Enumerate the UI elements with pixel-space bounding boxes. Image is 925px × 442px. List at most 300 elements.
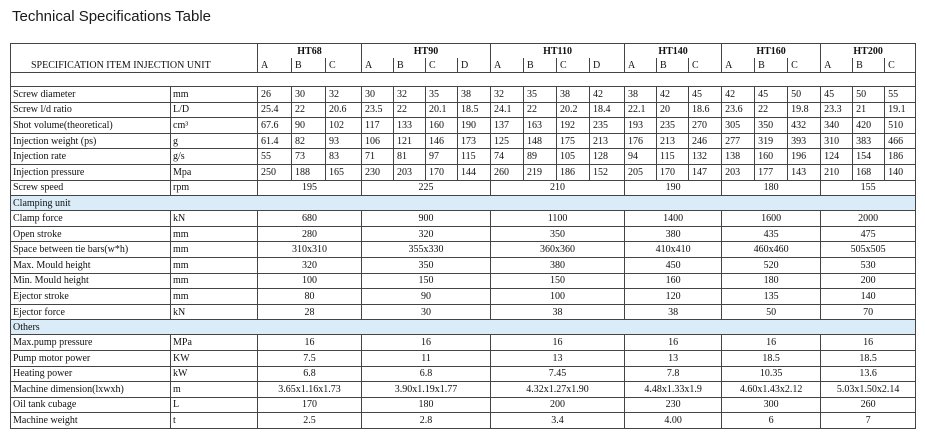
spec-name: Heating power xyxy=(11,366,171,382)
spec-unit: L/D xyxy=(171,102,258,118)
spec-value: 520 xyxy=(722,257,821,273)
spec-value: 4.60x1.43x2.12 xyxy=(722,382,821,398)
spec-value: 117 xyxy=(362,118,394,134)
spec-value: 350 xyxy=(755,118,788,134)
spec-value: 210 xyxy=(491,180,625,196)
spec-name: Ejector stroke xyxy=(11,289,171,305)
spec-name: Clamp force xyxy=(11,211,171,227)
spec-value: 260 xyxy=(491,164,524,180)
column-letter: C xyxy=(426,58,458,73)
spec-value: 190 xyxy=(458,118,491,134)
spec-value: 160 xyxy=(625,273,722,289)
spec-unit: mm xyxy=(171,226,258,242)
column-letter: D xyxy=(590,58,625,73)
spec-value: 168 xyxy=(853,164,885,180)
model-name-ht90: HT90 xyxy=(362,44,491,59)
spec-row-heating-power xyxy=(11,366,916,382)
spec-header-cell xyxy=(11,44,258,59)
spec-value: 180 xyxy=(722,180,821,196)
spec-name: Max.pump pressure xyxy=(11,335,171,351)
spec-value: 55 xyxy=(885,87,916,103)
spec-value: 80 xyxy=(258,289,362,305)
spec-value: 23.5 xyxy=(362,102,394,118)
spec-value: 319 xyxy=(755,133,788,149)
spec-value: 6.8 xyxy=(362,366,491,382)
spec-value: 195 xyxy=(258,180,362,196)
spec-value: 200 xyxy=(821,273,916,289)
spec-value: 120 xyxy=(625,289,722,305)
model-name-ht200: HT200 xyxy=(821,44,916,59)
spec-value: 1100 xyxy=(491,211,625,227)
spec-value: 235 xyxy=(590,118,625,134)
spec-value: 225 xyxy=(362,180,491,196)
spec-value: 170 xyxy=(426,164,458,180)
spec-value: 45 xyxy=(821,87,853,103)
spec-value: 192 xyxy=(557,118,590,134)
spec-row-max-mould-height xyxy=(11,257,916,273)
spec-value: 393 xyxy=(788,133,821,149)
spec-value: 410x410 xyxy=(625,242,722,258)
spec-value: 50 xyxy=(788,87,821,103)
spec-value: 380 xyxy=(625,226,722,242)
spec-row-screw-l-d-ratio xyxy=(11,102,916,118)
spec-row-open-stroke xyxy=(11,226,916,242)
spec-value: 20.6 xyxy=(326,102,362,118)
spec-row-oil-tank-cubage xyxy=(11,397,916,413)
spec-value: 6 xyxy=(722,413,821,429)
spec-value: 73 xyxy=(292,149,326,165)
spec-value: 230 xyxy=(625,397,722,413)
spec-value: 530 xyxy=(821,257,916,273)
spec-value: 20.2 xyxy=(557,102,590,118)
spec-value: 200 xyxy=(491,397,625,413)
header-models-row xyxy=(11,44,916,59)
spec-value: 124 xyxy=(821,149,853,165)
spec-row-injection-pressure xyxy=(11,164,916,180)
spec-value: 219 xyxy=(524,164,557,180)
spec-name: Oil tank cubage xyxy=(11,397,171,413)
spec-unit: t xyxy=(171,413,258,429)
model-name-ht160: HT160 xyxy=(722,44,821,59)
spec-value: 22 xyxy=(524,102,557,118)
section-clamping-unit xyxy=(11,196,916,211)
spec-value: 5.03x1.50x2.14 xyxy=(821,382,916,398)
spec-value: 22 xyxy=(755,102,788,118)
spec-unit: mm xyxy=(171,257,258,273)
spec-value: 26 xyxy=(258,87,292,103)
spec-value: 270 xyxy=(689,118,722,134)
spec-value: 355x330 xyxy=(362,242,491,258)
column-letter: C xyxy=(885,58,916,73)
spec-unit: Mpa xyxy=(171,164,258,180)
spec-name: Injection rate xyxy=(11,149,171,165)
spec-value: 432 xyxy=(788,118,821,134)
spec-value: 300 xyxy=(722,397,821,413)
column-letter: B xyxy=(657,58,689,73)
spec-value: 900 xyxy=(362,211,491,227)
spec-value: 7 xyxy=(821,413,916,429)
column-letter: B xyxy=(394,58,426,73)
spec-value: 16 xyxy=(491,335,625,351)
spec-value: 32 xyxy=(326,87,362,103)
spec-value: 310 xyxy=(821,133,853,149)
spec-value: 93 xyxy=(326,133,362,149)
column-letter: A xyxy=(625,58,657,73)
spec-unit: mm xyxy=(171,273,258,289)
spec-value: 2.8 xyxy=(362,413,491,429)
model-name-ht110: HT110 xyxy=(491,44,625,59)
spec-value: 510 xyxy=(885,118,916,134)
spacer-row xyxy=(11,73,916,87)
spec-value: 61.4 xyxy=(258,133,292,149)
spec-value: 380 xyxy=(491,257,625,273)
spec-value: 18.4 xyxy=(590,102,625,118)
spec-value: 188 xyxy=(292,164,326,180)
spec-name: Injection weight (ps) xyxy=(11,133,171,149)
section-label: Clamping unit xyxy=(11,196,916,211)
column-letter: B xyxy=(853,58,885,73)
spec-value: 97 xyxy=(426,149,458,165)
spec-value: 30 xyxy=(362,304,491,320)
spec-value: 165 xyxy=(326,164,362,180)
spec-value: 155 xyxy=(821,180,916,196)
spec-value: 38 xyxy=(625,304,722,320)
spec-value: 173 xyxy=(458,133,491,149)
spec-unit: KW xyxy=(171,350,258,366)
spec-name: Machine dimension(lxwxh) xyxy=(11,382,171,398)
spec-name: Space between tie bars(w*h) xyxy=(11,242,171,258)
spec-value: 18.5 xyxy=(722,350,821,366)
spec-value: 13 xyxy=(625,350,722,366)
spec-row-screw-diameter xyxy=(11,87,916,103)
spec-value: 350 xyxy=(362,257,491,273)
spec-value: 190 xyxy=(625,180,722,196)
spec-value: 18.6 xyxy=(689,102,722,118)
spec-value: 19.8 xyxy=(788,102,821,118)
spec-name: Ejector force xyxy=(11,304,171,320)
spec-value: 38 xyxy=(491,304,625,320)
spec-value: 20 xyxy=(657,102,689,118)
spec-value: 50 xyxy=(722,304,821,320)
spec-value: 10.35 xyxy=(722,366,821,382)
spec-row-ejector-stroke xyxy=(11,289,916,305)
spec-value: 250 xyxy=(258,164,292,180)
spec-row-injection-rate xyxy=(11,149,916,165)
spec-value: 210 xyxy=(821,164,853,180)
spec-row-max-pump-pressure xyxy=(11,335,916,351)
spec-unit: mm xyxy=(171,87,258,103)
model-name-ht68: HT68 xyxy=(258,44,362,59)
spec-unit: kW xyxy=(171,366,258,382)
spec-value: 23.3 xyxy=(821,102,853,118)
spec-value: 277 xyxy=(722,133,755,149)
spec-value: 246 xyxy=(689,133,722,149)
column-letter: C xyxy=(557,58,590,73)
spec-row-machine-weight xyxy=(11,413,916,429)
spec-value: 230 xyxy=(362,164,394,180)
spec-value: 180 xyxy=(722,273,821,289)
spec-value: 16 xyxy=(625,335,722,351)
spec-value: 100 xyxy=(491,289,625,305)
spec-value: 160 xyxy=(755,149,788,165)
spec-unit: m xyxy=(171,382,258,398)
spec-value: 133 xyxy=(394,118,426,134)
spec-value: 30 xyxy=(362,87,394,103)
spec-value: 38 xyxy=(557,87,590,103)
spec-value: 213 xyxy=(590,133,625,149)
spec-unit: g xyxy=(171,133,258,149)
spec-value: 81 xyxy=(394,149,426,165)
spec-value: 115 xyxy=(458,149,491,165)
spec-value: 28 xyxy=(258,304,362,320)
spec-value: 22 xyxy=(292,102,326,118)
spec-value: 90 xyxy=(362,289,491,305)
spec-value: 177 xyxy=(755,164,788,180)
spec-value: 450 xyxy=(625,257,722,273)
spec-row-shot-volume-theoretical xyxy=(11,118,916,134)
spec-name: Screw speed xyxy=(11,180,171,196)
section-label: Others xyxy=(11,320,916,335)
spec-value: 152 xyxy=(590,164,625,180)
spec-value: 143 xyxy=(788,164,821,180)
spec-value: 42 xyxy=(590,87,625,103)
spec-value: 213 xyxy=(657,133,689,149)
spec-value: 3.90x1.19x1.77 xyxy=(362,382,491,398)
spec-value: 160 xyxy=(426,118,458,134)
spec-value: 16 xyxy=(821,335,916,351)
spec-value: 150 xyxy=(362,273,491,289)
spec-value: 16 xyxy=(722,335,821,351)
spec-value: 305 xyxy=(722,118,755,134)
spec-value: 146 xyxy=(426,133,458,149)
spec-value: 7.8 xyxy=(625,366,722,382)
spec-value: 13.6 xyxy=(821,366,916,382)
header-columns-row xyxy=(11,58,916,73)
spec-value: 23.6 xyxy=(722,102,755,118)
spec-row-machine-dimension-lxwxh xyxy=(11,382,916,398)
spec-unit: mm xyxy=(171,242,258,258)
column-letter: C xyxy=(326,58,362,73)
spec-value: 50 xyxy=(853,87,885,103)
spec-value: 11 xyxy=(362,350,491,366)
spec-value: 680 xyxy=(258,211,362,227)
spec-row-clamp-force xyxy=(11,211,916,227)
spec-value: 310x310 xyxy=(258,242,362,258)
column-letter: B xyxy=(524,58,557,73)
model-name-ht140: HT140 xyxy=(625,44,722,59)
spec-value: 260 xyxy=(821,397,916,413)
spec-value: 435 xyxy=(722,226,821,242)
spec-value: 4.32x1.27x1.90 xyxy=(491,382,625,398)
spec-value: 196 xyxy=(788,149,821,165)
spec-value: 22 xyxy=(394,102,426,118)
column-letter: A xyxy=(258,58,292,73)
spec-value: 203 xyxy=(394,164,426,180)
spec-row-space-between-tie-bars-w-h xyxy=(11,242,916,258)
spec-value: 163 xyxy=(524,118,557,134)
spec-row-ejector-force xyxy=(11,304,916,320)
spec-value: 42 xyxy=(722,87,755,103)
spec-name: Screw l/d ratio xyxy=(11,102,171,118)
spec-value: 19.1 xyxy=(885,102,916,118)
spec-unit: kN xyxy=(171,304,258,320)
spec-value: 102 xyxy=(326,118,362,134)
spacer-cell xyxy=(11,73,916,87)
spec-value: 175 xyxy=(557,133,590,149)
spec-value: 16 xyxy=(258,335,362,351)
spec-value: 45 xyxy=(755,87,788,103)
spec-value: 55 xyxy=(258,149,292,165)
spec-name: Min. Mould height xyxy=(11,273,171,289)
spec-value: 2.5 xyxy=(258,413,362,429)
spec-value: 32 xyxy=(394,87,426,103)
spec-value: 176 xyxy=(625,133,657,149)
spec-value: 383 xyxy=(853,133,885,149)
spec-name: Pump motor power xyxy=(11,350,171,366)
spec-value: 121 xyxy=(394,133,426,149)
spec-value: 138 xyxy=(722,149,755,165)
spec-name: Open stroke xyxy=(11,226,171,242)
spec-value: 320 xyxy=(362,226,491,242)
column-letter: A xyxy=(821,58,853,73)
spec-value: 137 xyxy=(491,118,524,134)
spec-value: 67.6 xyxy=(258,118,292,134)
spec-value: 460x460 xyxy=(722,242,821,258)
spec-value: 135 xyxy=(722,289,821,305)
spec-value: 466 xyxy=(885,133,916,149)
spec-value: 170 xyxy=(657,164,689,180)
section-others xyxy=(11,320,916,335)
spec-unit: L xyxy=(171,397,258,413)
spec-value: 74 xyxy=(491,149,524,165)
spec-value: 70 xyxy=(821,304,916,320)
spec-value: 235 xyxy=(657,118,689,134)
spec-value: 38 xyxy=(625,87,657,103)
column-letter: D xyxy=(458,58,491,73)
spec-value: 3.4 xyxy=(491,413,625,429)
spec-value: 186 xyxy=(557,164,590,180)
spec-value: 475 xyxy=(821,226,916,242)
spec-value: 106 xyxy=(362,133,394,149)
spec-value: 22.1 xyxy=(625,102,657,118)
spec-row-pump-motor-power xyxy=(11,350,916,366)
spec-value: 140 xyxy=(821,289,916,305)
spec-value: 45 xyxy=(689,87,722,103)
spec-value: 320 xyxy=(258,257,362,273)
column-letter: C xyxy=(788,58,821,73)
spec-value: 30 xyxy=(292,87,326,103)
spec-name: Machine weight xyxy=(11,413,171,429)
spec-value: 71 xyxy=(362,149,394,165)
spec-value: 32 xyxy=(491,87,524,103)
spec-value: 18.5 xyxy=(458,102,491,118)
spec-value: 360x360 xyxy=(491,242,625,258)
spec-value: 21 xyxy=(853,102,885,118)
spec-value: 154 xyxy=(853,149,885,165)
spec-name: Injection pressure xyxy=(11,164,171,180)
spec-name: Screw diameter xyxy=(11,87,171,103)
spec-row-injection-weight-ps xyxy=(11,133,916,149)
spec-value: 205 xyxy=(625,164,657,180)
spec-value: 170 xyxy=(258,397,362,413)
spec-value: 1400 xyxy=(625,211,722,227)
spec-unit: MPa xyxy=(171,335,258,351)
spec-value: 148 xyxy=(524,133,557,149)
spec-value: 20.1 xyxy=(426,102,458,118)
spec-value: 150 xyxy=(491,273,625,289)
spec-value: 2000 xyxy=(821,211,916,227)
spec-value: 193 xyxy=(625,118,657,134)
spec-value: 7.45 xyxy=(491,366,625,382)
spec-value: 203 xyxy=(722,164,755,180)
spec-unit: g/s xyxy=(171,149,258,165)
column-letter: C xyxy=(689,58,722,73)
column-letter: A xyxy=(722,58,755,73)
spec-value: 3.65x1.16x1.73 xyxy=(258,382,362,398)
spec-name: Shot volume(theoretical) xyxy=(11,118,171,134)
column-letter: B xyxy=(292,58,326,73)
spec-value: 18.5 xyxy=(821,350,916,366)
spec-value: 144 xyxy=(458,164,491,180)
spec-value: 6.8 xyxy=(258,366,362,382)
spec-value: 1600 xyxy=(722,211,821,227)
spec-value: 83 xyxy=(326,149,362,165)
spec-value: 128 xyxy=(590,149,625,165)
spec-row-screw-speed xyxy=(11,180,916,196)
spec-value: 132 xyxy=(689,149,722,165)
spec-value: 4.00 xyxy=(625,413,722,429)
spec-value: 147 xyxy=(689,164,722,180)
spec-name: Max. Mould height xyxy=(11,257,171,273)
spec-value: 82 xyxy=(292,133,326,149)
column-letter: A xyxy=(362,58,394,73)
spec-value: 505x505 xyxy=(821,242,916,258)
spec-value: 35 xyxy=(426,87,458,103)
spec-value: 94 xyxy=(625,149,657,165)
spec-value: 115 xyxy=(657,149,689,165)
spec-unit: cm³ xyxy=(171,118,258,134)
spec-unit: mm xyxy=(171,289,258,305)
column-letter: A xyxy=(491,58,524,73)
page-title: Technical Specifications Table xyxy=(12,8,212,25)
spec-value: 24.1 xyxy=(491,102,524,118)
spec-value: 4.48x1.33x1.9 xyxy=(625,382,722,398)
spec-value: 350 xyxy=(491,226,625,242)
spec-value: 90 xyxy=(292,118,326,134)
spec-value: 13 xyxy=(491,350,625,366)
column-letter: B xyxy=(755,58,788,73)
spec-value: 340 xyxy=(821,118,853,134)
spec-value: 140 xyxy=(885,164,916,180)
spec-value: 38 xyxy=(458,87,491,103)
spec-item-label: SPECIFICATION ITEM INJECTION UNIT xyxy=(11,58,258,73)
spec-unit: kN xyxy=(171,211,258,227)
spec-value: 42 xyxy=(657,87,689,103)
spec-value: 89 xyxy=(524,149,557,165)
spec-value: 7.5 xyxy=(258,350,362,366)
spec-unit: rpm xyxy=(171,180,258,196)
spec-value: 186 xyxy=(885,149,916,165)
spec-value: 16 xyxy=(362,335,491,351)
spec-value: 35 xyxy=(524,87,557,103)
spec-value: 180 xyxy=(362,397,491,413)
spec-value: 420 xyxy=(853,118,885,134)
spec-value: 280 xyxy=(258,226,362,242)
spec-value: 100 xyxy=(258,273,362,289)
spec-row-min-mould-height xyxy=(11,273,916,289)
spec-table xyxy=(10,43,916,429)
spec-value: 125 xyxy=(491,133,524,149)
